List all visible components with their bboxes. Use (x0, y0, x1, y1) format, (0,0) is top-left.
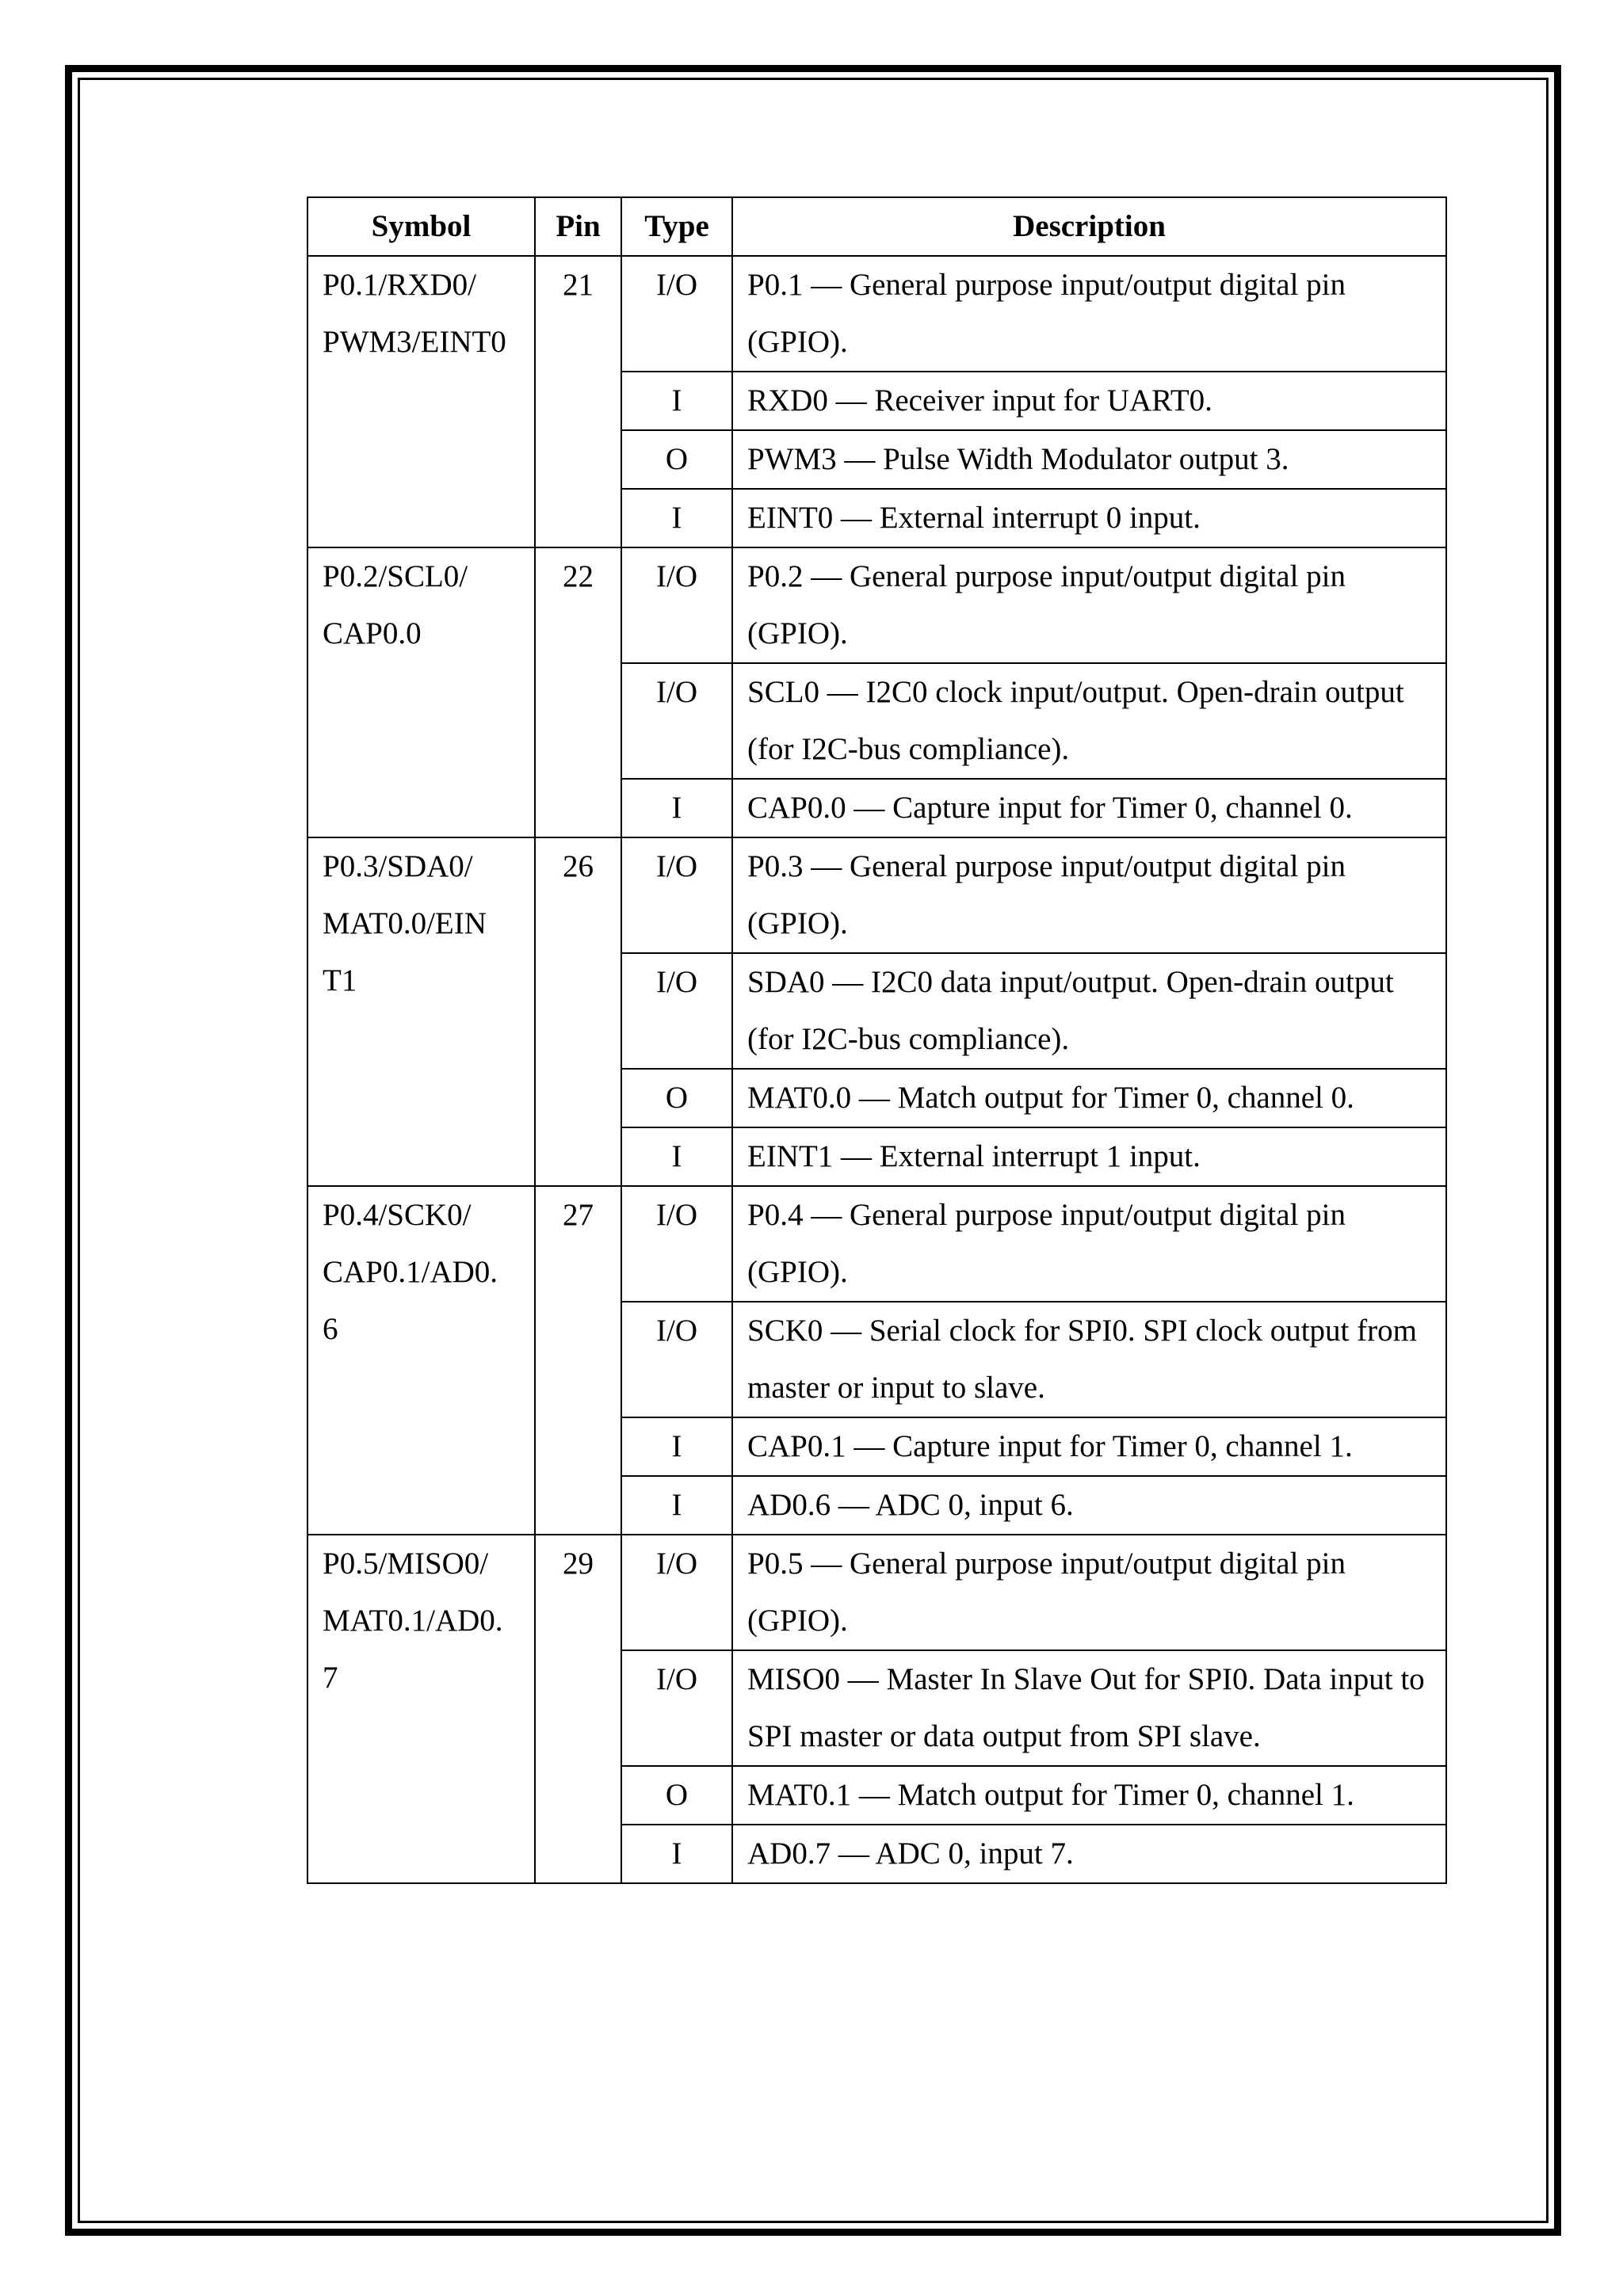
symbol-text: P0.2/SCL0/ CAP0.0 (323, 559, 468, 650)
symbol-cell (307, 1186, 535, 1535)
pin-cell: 22 (535, 547, 621, 837)
type-cell: I/O (621, 1650, 732, 1766)
pin-cell: 26 (535, 837, 621, 1186)
header-symbol: Symbol (307, 197, 535, 256)
description-cell: PWM3 — Pulse Width Modulator output 3. (732, 430, 1446, 489)
description-cell: P0.5 — General purpose input/output digital pin (GPIO). (732, 1535, 1446, 1650)
symbol-text: P0.4/SCK0/ CAP0.1/AD0. 6 (323, 1198, 498, 1346)
type-cell: I/O (621, 663, 732, 779)
type-cell: O (621, 430, 732, 489)
symbol-cell (307, 256, 535, 547)
type-cell: I (621, 1417, 732, 1476)
table-row (307, 1535, 1446, 1650)
type-cell: O (621, 1766, 732, 1825)
table-row (307, 1186, 1446, 1302)
header-description: Description (732, 197, 1446, 256)
type-cell: I/O (621, 953, 732, 1069)
description-cell: AD0.7 — ADC 0, input 7. (732, 1825, 1446, 1883)
type-cell: I/O (621, 1186, 732, 1302)
pin-description-table (307, 196, 1447, 1884)
symbol-text: P0.1/RXD0/ PWM3/EINT0 (323, 268, 506, 359)
type-cell: I (621, 1127, 732, 1186)
description-cell: CAP0.0 — Capture input for Timer 0, channel 0. (732, 779, 1446, 837)
description-cell: P0.2 — General purpose input/output digital pin (GPIO). (732, 547, 1446, 663)
header-type: Type (621, 197, 732, 256)
description-cell: EINT1 — External interrupt 1 input. (732, 1127, 1446, 1186)
type-cell: O (621, 1069, 732, 1127)
type-cell: I/O (621, 837, 732, 953)
description-cell: P0.1 — General purpose input/output digital pin (GPIO). (732, 256, 1446, 372)
description-cell: SCK0 — Serial clock for SPI0. SPI clock output from master or input to slave. (732, 1302, 1446, 1417)
description-cell: MAT0.1 — Match output for Timer 0, channel 1. (732, 1766, 1446, 1825)
description-cell: MAT0.0 — Match output for Timer 0, channel 0. (732, 1069, 1446, 1127)
type-cell: I/O (621, 1535, 732, 1650)
table-row (307, 547, 1446, 663)
description-cell: MISO0 — Master In Slave Out for SPI0. Data input to SPI master or data output from SPI slave. (732, 1650, 1446, 1766)
description-cell: AD0.6 — ADC 0, input 6. (732, 1476, 1446, 1535)
pin-cell: 21 (535, 256, 621, 547)
symbol-cell (307, 1535, 535, 1883)
description-cell: P0.4 — General purpose input/output digital pin (GPIO). (732, 1186, 1446, 1302)
type-cell: I (621, 489, 732, 547)
table-header-row (307, 197, 1446, 256)
table-row (307, 837, 1446, 953)
type-cell: I (621, 1825, 732, 1883)
type-cell: I/O (621, 256, 732, 372)
symbol-cell (307, 547, 535, 837)
description-cell: CAP0.1 — Capture input for Timer 0, channel 1. (732, 1417, 1446, 1476)
type-cell: I/O (621, 547, 732, 663)
description-cell: EINT0 — External interrupt 0 input. (732, 489, 1446, 547)
type-cell: I (621, 1476, 732, 1535)
header-pin: Pin (535, 197, 621, 256)
type-cell: I/O (621, 1302, 732, 1417)
type-cell: I (621, 372, 732, 430)
pin-cell: 27 (535, 1186, 621, 1535)
description-cell: P0.3 — General purpose input/output digital pin (GPIO). (732, 837, 1446, 953)
symbol-cell (307, 837, 535, 1186)
description-cell: RXD0 — Receiver input for UART0. (732, 372, 1446, 430)
symbol-text: P0.3/SDA0/ MAT0.0/EIN T1 (323, 849, 487, 997)
description-cell: SCL0 — I2C0 clock input/output. Open-drain output (for I2C-bus compliance). (732, 663, 1446, 779)
type-cell: I (621, 779, 732, 837)
table-row (307, 256, 1446, 372)
symbol-text: P0.5/MISO0/ MAT0.1/AD0. 7 (323, 1547, 503, 1695)
pin-cell: 29 (535, 1535, 621, 1883)
description-cell: SDA0 — I2C0 data input/output. Open-drain output (for I2C-bus compliance). (732, 953, 1446, 1069)
